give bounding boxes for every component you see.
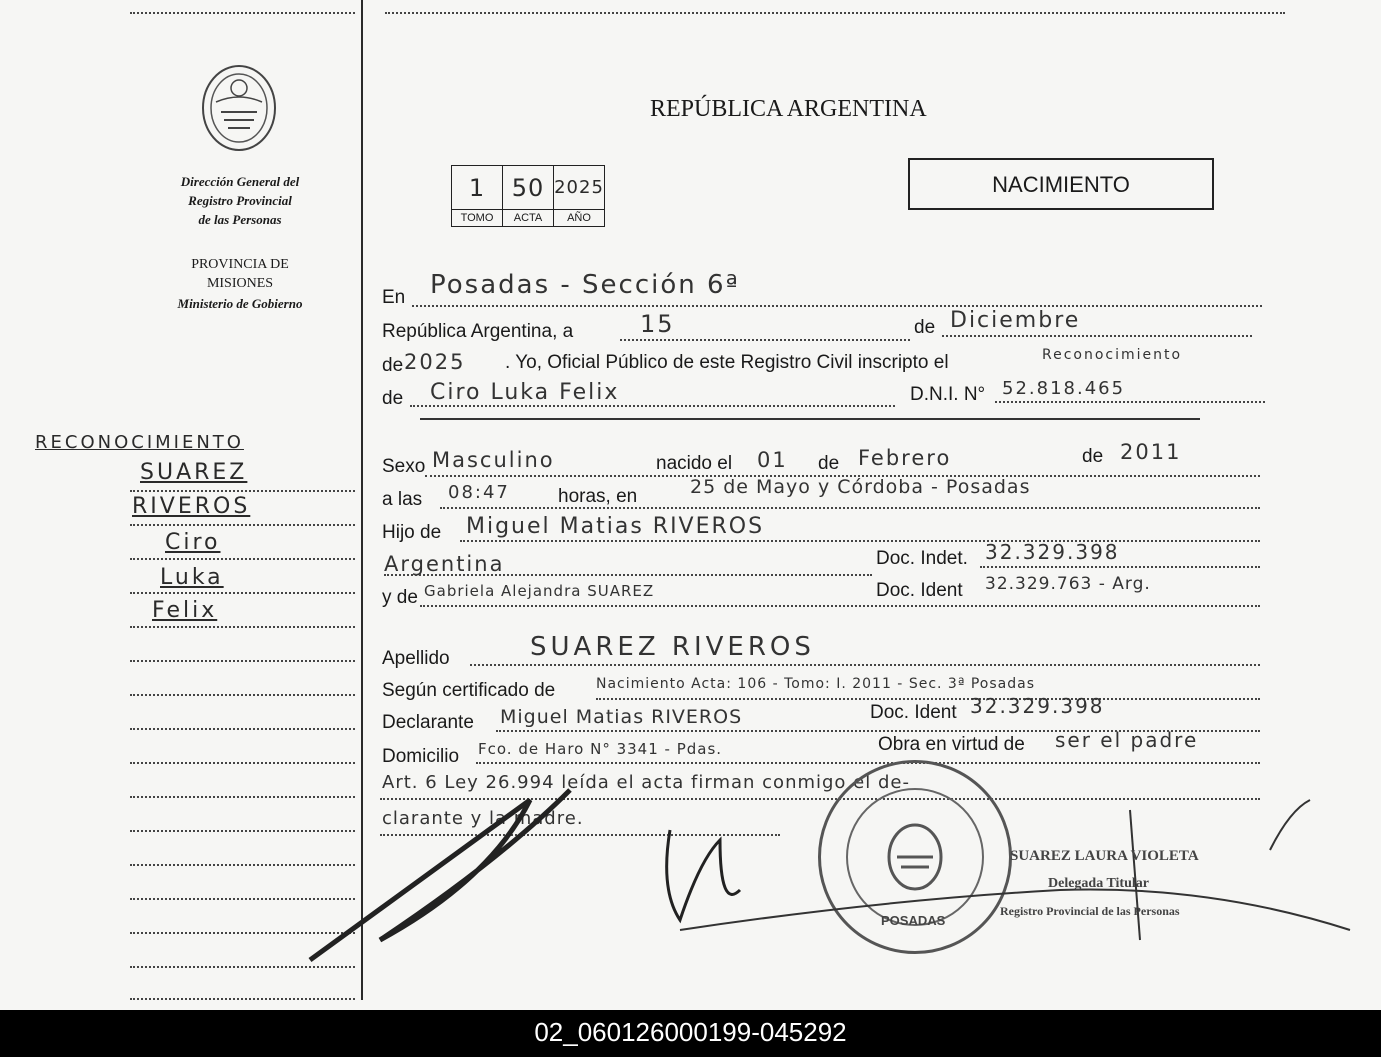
anio-value: 2025 (554, 166, 605, 210)
margin-rule (130, 626, 355, 628)
domicilio-label: Domicilio (382, 746, 460, 767)
margin-rule (130, 558, 355, 560)
scan-footer (0, 1010, 1381, 1057)
registered-value: Reconocimiento (1042, 347, 1183, 363)
de-label-4: de (1082, 446, 1104, 467)
official-name: SUAREZ LAURA VIOLETA (1010, 848, 1199, 864)
en-value: Posadas - Sección 6ª (430, 270, 740, 300)
margin-note-name-2: Luka (160, 565, 224, 590)
nationality-rule (384, 574, 872, 576)
day-value: 15 (640, 310, 675, 338)
act-reference-table (451, 165, 605, 227)
sexo-label: Sexo (382, 456, 426, 477)
father-doc-value: 32.329.398 (985, 540, 1120, 564)
horas-label: horas, en (558, 486, 638, 507)
doc-label-1: Doc. Indet. (876, 548, 968, 569)
org-line-3: de las Personas (198, 212, 282, 227)
province-line-1: PROVINCIA DE (191, 257, 289, 272)
margin-rule (130, 694, 355, 696)
margin-rule (130, 660, 355, 662)
place-value: 25 de Mayo y Córdoba - Posadas (690, 476, 1031, 498)
en-label: En (382, 287, 406, 308)
dni-label: D.N.I. N° (910, 384, 986, 405)
father-value: Miguel Matias RIVEROS (466, 514, 765, 539)
country-title: REPÚBLICA ARGENTINA (650, 96, 927, 122)
margin-note-title: RECONOCIMIENTO (35, 432, 244, 453)
de-label-3: de (818, 453, 840, 474)
margin-note-name-1: Ciro (165, 530, 221, 555)
margin-rule (130, 728, 355, 730)
sexo-value: Masculino (432, 448, 555, 472)
scan-id: 02_060126000199-045292 (534, 1017, 847, 1047)
person-rule (410, 405, 895, 407)
top-left-rule (130, 12, 355, 14)
province-crest-icon (196, 62, 282, 154)
acta-value: 50 (503, 166, 554, 210)
day-rule (620, 339, 910, 341)
dni-rule (995, 401, 1265, 403)
mother-value: Gabriela Alejandra SUAREZ (424, 582, 655, 600)
place-rule (440, 507, 1260, 509)
republica-label: República Argentina, a (382, 321, 574, 342)
birth-year-value: 2011 (1120, 440, 1182, 464)
anio-label: AÑO (554, 210, 605, 227)
margin-rule (130, 998, 355, 1000)
margin-note-surname-1: SUAREZ (140, 460, 248, 485)
cert-value: Nacimiento Acta: 106 - Tomo: I. 2011 - Sec. 3ª Posadas (596, 676, 1036, 692)
org-line-1: Dirección General del (180, 174, 300, 189)
de-label: de (914, 317, 936, 338)
domicilio-rule (476, 762, 1260, 764)
tomo-label: TOMO (452, 210, 503, 227)
de-prefix: de (382, 355, 404, 376)
person-value: Ciro Luka Felix (430, 380, 620, 405)
acta-label: ACTA (503, 210, 554, 227)
hijo-label: Hijo de (382, 522, 442, 543)
mother-doc-value: 32.329.763 - Arg. (985, 574, 1151, 594)
declarante-label: Declarante (382, 712, 474, 733)
apellido-label: Apellido (382, 648, 450, 669)
apellido-rule (470, 664, 1260, 666)
official-title: Delegada Titular (1048, 876, 1149, 891)
year-value: 2025 (404, 350, 466, 374)
margin-rule (130, 490, 355, 492)
province-line-2: MISIONES (206, 276, 274, 291)
extra-line-1: Art. 6 Ley 26.994 leída el acta firman conmigo el de- (382, 772, 910, 793)
month-rule (942, 335, 1252, 337)
father-doc-rule (980, 566, 1260, 568)
separator-line (420, 418, 1200, 420)
official-office: Registro Provincial de las Personas (1000, 904, 1180, 918)
en-rule (412, 305, 1262, 307)
act-type-label: NACIMIENTO (992, 172, 1130, 197)
de-label-2: de (382, 388, 404, 409)
segun-label: Según certificado de (382, 680, 556, 701)
margin-note-name-3: Felix (152, 598, 218, 623)
ministry-label: Ministerio de Gobierno (177, 296, 303, 311)
dni-value: 52.818.465 (1002, 378, 1126, 399)
birth-day-value: 01 (757, 448, 788, 472)
doc-label-2: Doc. Ident (876, 580, 963, 601)
top-right-rule (385, 12, 1285, 14)
margin-rule (130, 524, 355, 526)
cert-rule (596, 698, 1260, 700)
declarante-value: Miguel Matias RIVEROS (500, 706, 743, 728)
declarante-doc-value: 32.329.398 (970, 694, 1105, 718)
birth-month-value: Febrero (858, 446, 952, 470)
margin-rule (130, 762, 355, 764)
obra-label: Obra en virtud de (878, 734, 1025, 755)
apellido-value: SUAREZ RIVEROS (530, 632, 815, 662)
father-rule (460, 540, 1260, 542)
yo-text: . Yo, Oficial Público de este Registro Civil inscripto el (505, 352, 949, 373)
org-line-2: Registro Provincial (188, 193, 292, 208)
margin-rule (130, 592, 355, 594)
domicilio-value: Fco. de Haro N° 3341 - Pdas. (478, 740, 723, 758)
doc-label-3: Doc. Ident (870, 702, 957, 723)
yde-label: y de (382, 587, 418, 608)
mother-rule (420, 605, 1260, 607)
father-nationality-value: Argentina (384, 552, 505, 576)
extra-line-2: clarante y la madre. (382, 808, 584, 829)
obra-value: ser el padre (1055, 728, 1199, 752)
birth-time-value: 08:47 (448, 482, 510, 503)
nacido-label: nacido el (656, 453, 733, 474)
alas-label: a las (382, 489, 423, 510)
seal-city: POSADAS (881, 913, 946, 928)
act-type-box (908, 158, 1214, 210)
tomo-value: 1 (452, 166, 503, 210)
month-value: Diciembre (950, 308, 1081, 333)
margin-note-surname-2: RIVEROS (132, 494, 251, 519)
official-signature (650, 790, 1370, 990)
